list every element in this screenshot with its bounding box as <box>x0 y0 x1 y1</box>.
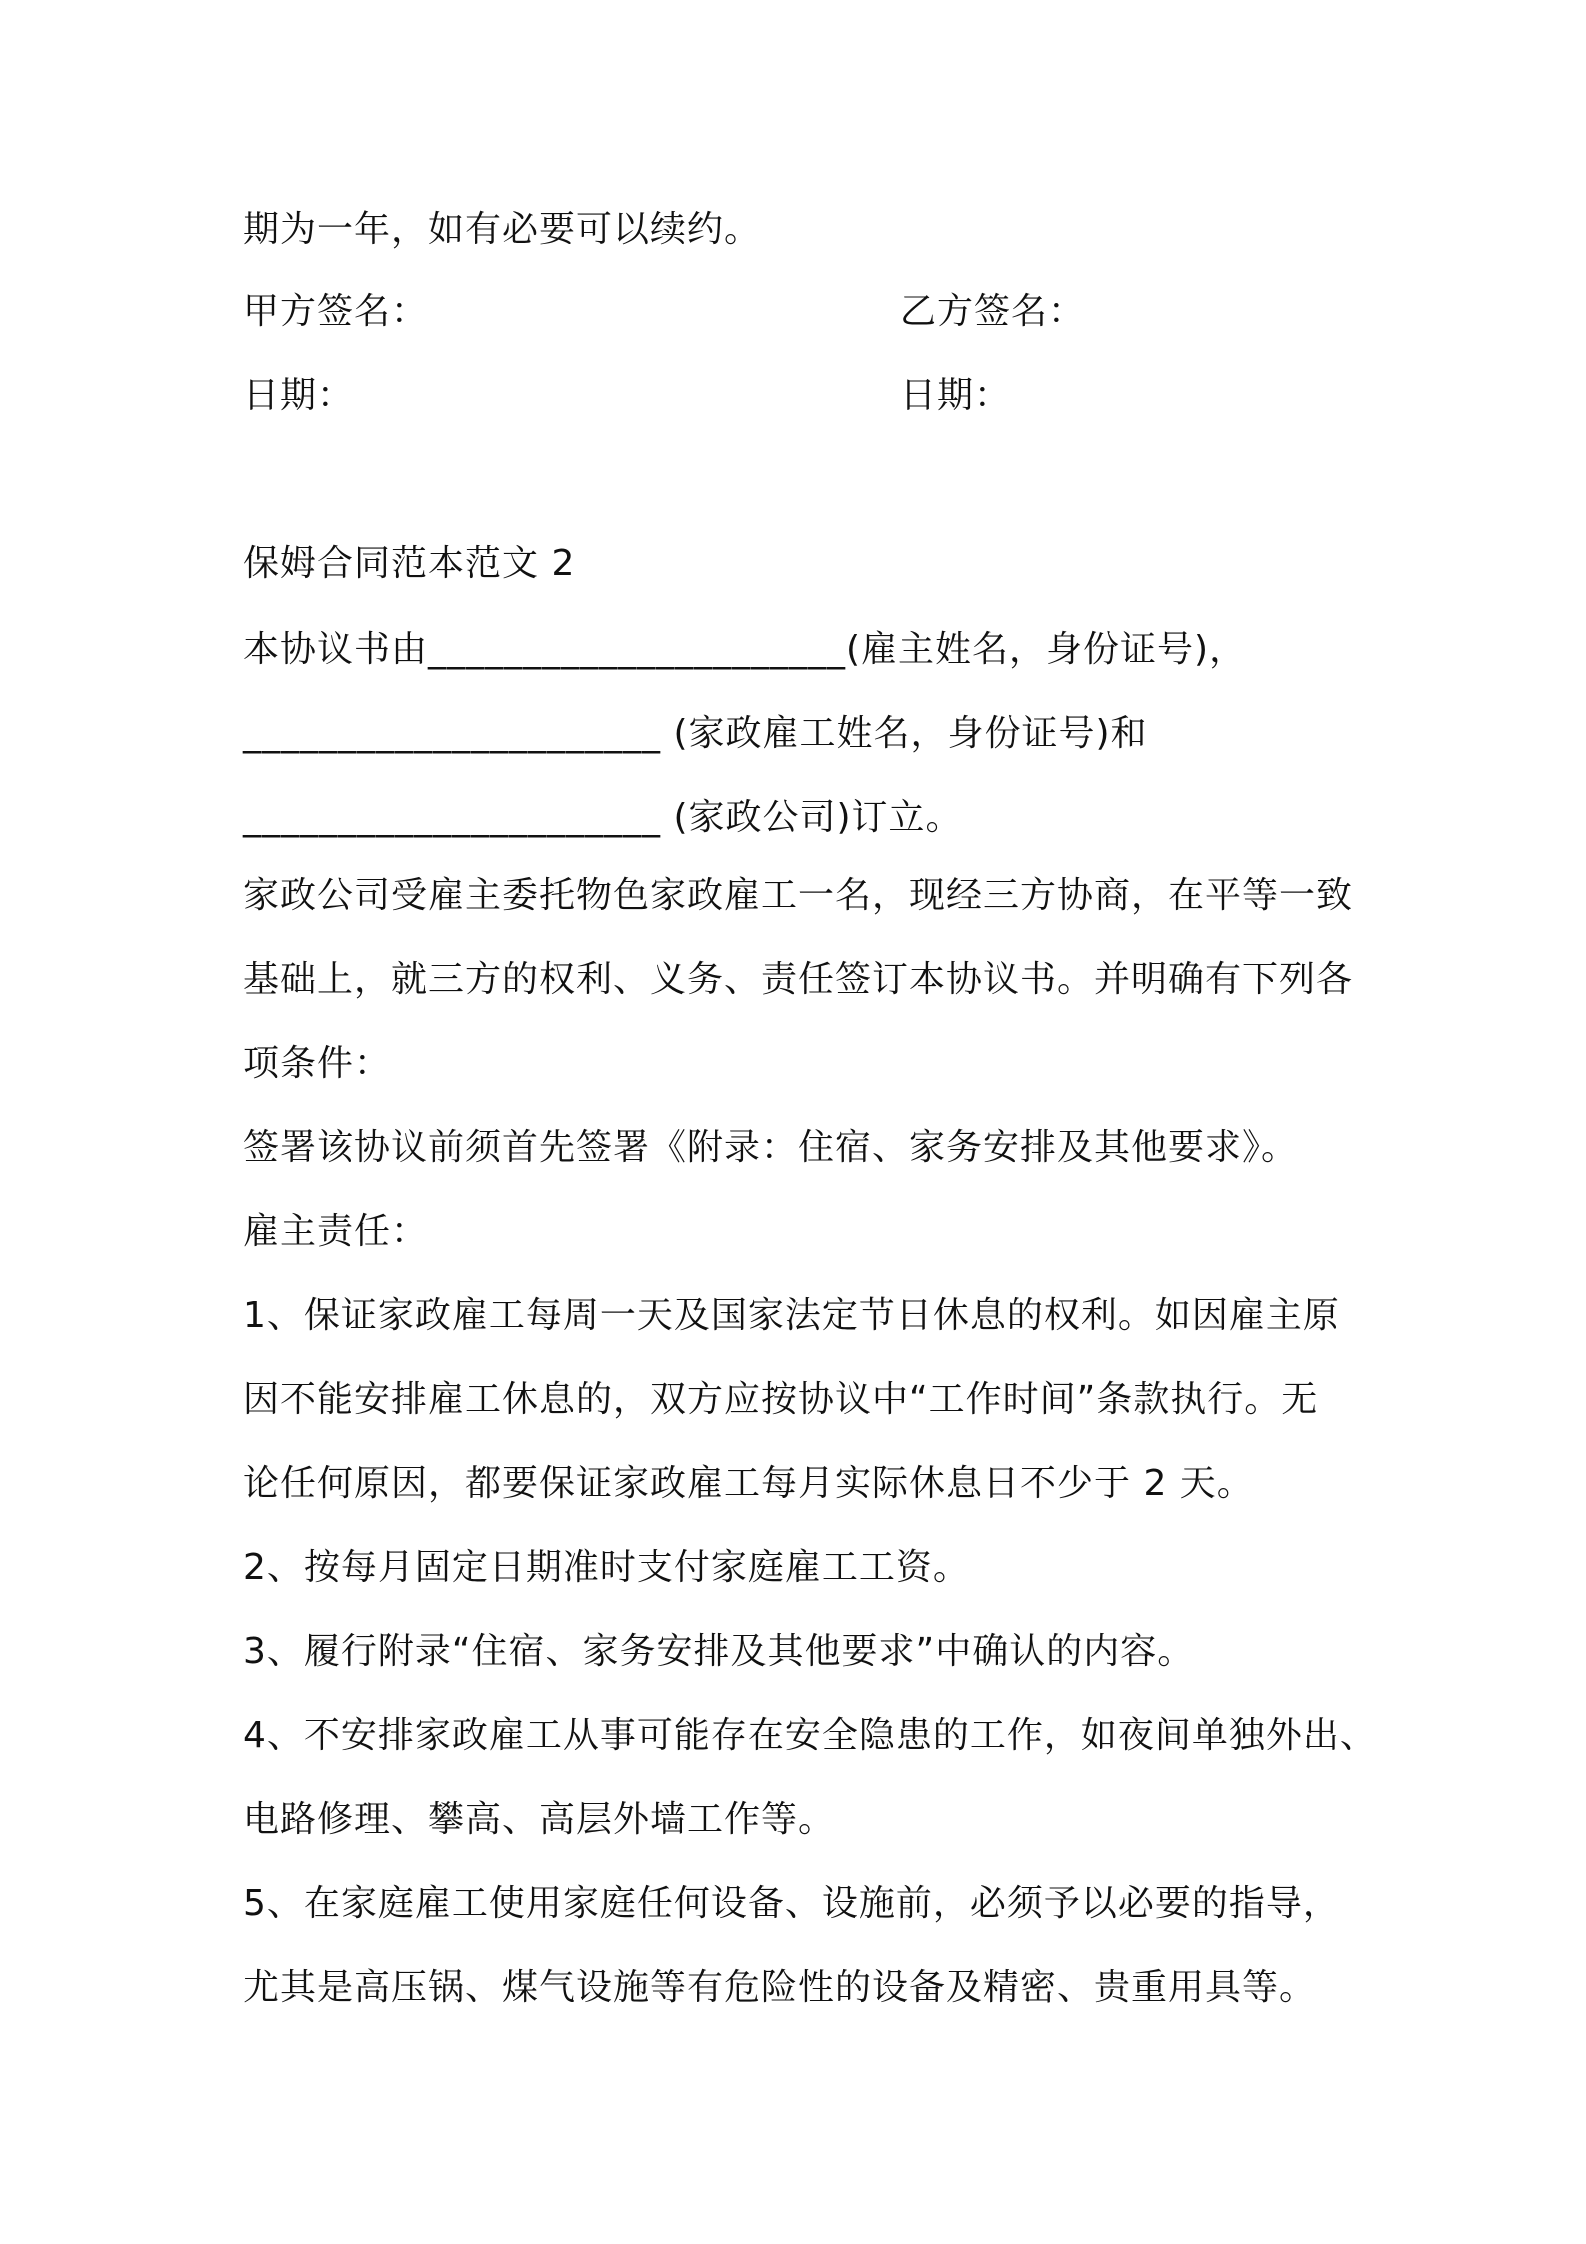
text-line: 尤其是高压锅、煤气设施等有危险性的设备及精密、贵重用具等。 <box>243 1967 1317 2008</box>
text-line: 家政公司受雇主委托物色家政雇工一名，现经三方协商，在平等一致 <box>243 875 1354 916</box>
text-line: 签署该协议前须首先签署《附录：住宿、家务安排及其他要求》。 <box>243 1127 1299 1168</box>
text-line: 因不能安排雇工休息的，双方应按协议中“工作时间”条款执行。无 <box>243 1379 1319 1420</box>
text-line: 3、履行附录“住宿、家务安排及其他要求”中确认的内容。 <box>243 1631 1195 1672</box>
text-line: 4、不安排家政雇工从事可能存在安全隐患的工作，如夜间单独外出、 <box>243 1715 1377 1756</box>
section-title: 保姆合同范本范文 2 <box>243 543 576 584</box>
text-line: 期为一年，如有必要可以续约。 <box>243 209 762 250</box>
text-line: 项条件： <box>243 1043 392 1084</box>
party-b-signature-label: 乙方签名： <box>900 291 1086 332</box>
text-line: 5、在家庭雇工使用家庭任何设备、设施前，必须予以必要的指导， <box>243 1883 1340 1924</box>
party-b-date-label: 日期： <box>900 375 1012 416</box>
text-line: ______________________ (家政雇工姓名，身份证号)和 <box>243 713 1148 754</box>
text-line: 本协议书由______________________(雇主姓名，身份证号)， <box>243 629 1247 670</box>
text-line: 1、保证家政雇工每周一天及国家法定节日休息的权利。如因雇主原 <box>243 1295 1340 1336</box>
text-line: 电路修理、攀高、高层外墙工作等。 <box>243 1799 836 1840</box>
text-line: 2、按每月固定日期准时支付家庭雇工工资。 <box>243 1547 970 1588</box>
text-line: 雇主责任： <box>243 1211 429 1252</box>
text-line: 论任何原因，都要保证家政雇工每月实际休息日不少于 2 天。 <box>243 1463 1254 1504</box>
party-a-signature-label: 甲方签名： <box>243 291 429 332</box>
party-a-date-label: 日期： <box>243 375 355 416</box>
text-line: 基础上，就三方的权利、义务、责任签订本协议书。并明确有下列各 <box>243 959 1354 1000</box>
text-line: ______________________ (家政公司)订立。 <box>243 797 963 838</box>
